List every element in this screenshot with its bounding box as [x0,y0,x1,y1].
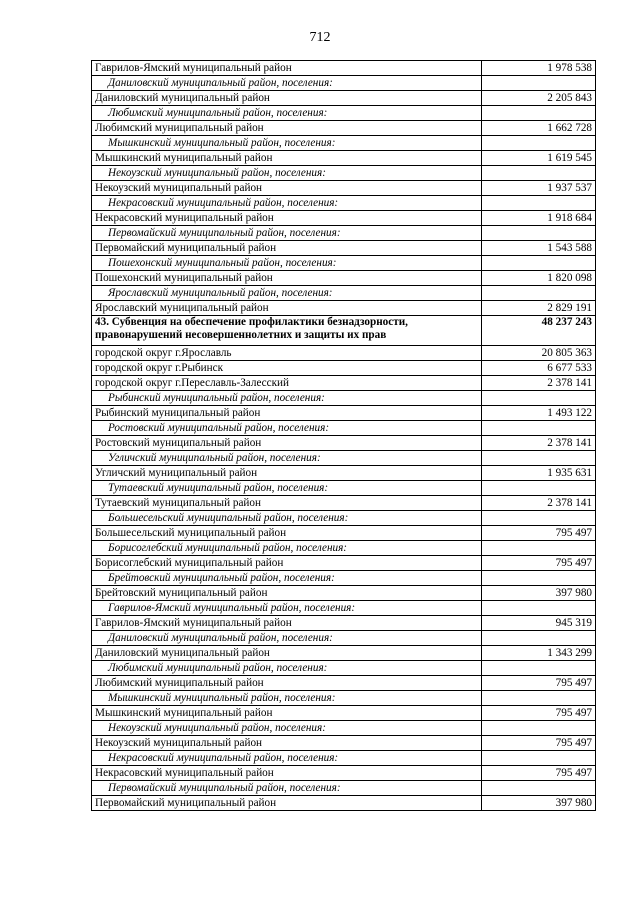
row-amount-cell [482,421,596,436]
row-name-cell: Пошехонский муниципальный район, поселения: [92,256,482,271]
settlements-subheading-row [92,541,596,556]
row-amount-cell: 1 935 631 [482,466,596,481]
row-name-cell: Мышкинский муниципальный район, поселения: [92,136,482,151]
settlements-subheading-row [92,166,596,181]
settlements-subheading-row [92,226,596,241]
row-amount-cell [482,781,596,796]
row-amount-cell: 1 493 122 [482,406,596,421]
row-amount-cell: 1 543 588 [482,241,596,256]
row-name-cell: Любимский муниципальный район [92,121,482,136]
row-name-cell: Тутаевский муниципальный район, поселения: [92,481,482,496]
table-row [92,61,596,76]
row-name-cell: Гаврилов-Ямский муниципальный район, поселения: [92,601,482,616]
row-amount-cell [482,481,596,496]
settlements-subheading-row [92,661,596,676]
table-row [92,376,596,391]
settlements-subheading-row [92,721,596,736]
row-amount-cell [482,136,596,151]
settlements-subheading-row [92,136,596,151]
row-name-cell: Большесельский муниципальный район [92,526,482,541]
row-amount-cell [482,751,596,766]
row-name-cell: Рыбинский муниципальный район, поселения: [92,391,482,406]
table-row [92,406,596,421]
table-row [92,526,596,541]
row-name-cell: Мышкинский муниципальный район [92,706,482,721]
row-name-cell: 43. Субвенция на обеспечение профилактики безнадзорности, правонарушений несовершеннолетних и защиты их прав [92,316,482,346]
table-row [92,616,596,631]
row-name-cell: Мышкинский муниципальный район [92,151,482,166]
settlements-subheading-row [92,256,596,271]
row-name-cell: Рыбинский муниципальный район [92,406,482,421]
row-amount-cell: 2 378 141 [482,496,596,511]
row-name-cell: Даниловский муниципальный район [92,646,482,661]
row-name-cell: Брейтовский муниципальный район [92,586,482,601]
row-amount-cell: 2 205 843 [482,91,596,106]
row-amount-cell [482,196,596,211]
row-amount-cell: 1 619 545 [482,151,596,166]
settlements-subheading-row [92,451,596,466]
table-row [92,436,596,451]
row-name-cell: Ярославский муниципальный район [92,301,482,316]
row-name-cell: городской округ г.Переславль-Залесский [92,376,482,391]
row-name-cell: Даниловский муниципальный район, поселения: [92,631,482,646]
row-amount-cell [482,166,596,181]
table-row [92,796,596,811]
row-name-cell: Даниловский муниципальный район [92,91,482,106]
table-row [92,151,596,166]
row-name-cell: Некоузский муниципальный район, поселения: [92,166,482,181]
row-amount-cell [482,601,596,616]
row-name-cell: Любимский муниципальный район [92,676,482,691]
row-name-cell: Брейтовский муниципальный район, поселения: [92,571,482,586]
row-amount-cell: 795 497 [482,556,596,571]
table-row [92,241,596,256]
row-name-cell: Мышкинский муниципальный район, поселения: [92,691,482,706]
row-amount-cell: 2 378 141 [482,376,596,391]
row-amount-cell: 397 980 [482,586,596,601]
row-amount-cell [482,256,596,271]
settlements-subheading-row [92,691,596,706]
row-amount-cell: 1 820 098 [482,271,596,286]
settlements-subheading-row [92,511,596,526]
section-heading-row [92,316,596,346]
row-amount-cell: 795 497 [482,676,596,691]
row-name-cell: Некрасовский муниципальный район [92,211,482,226]
table-row [92,706,596,721]
row-amount-cell [482,226,596,241]
row-name-cell: Пошехонский муниципальный район [92,271,482,286]
table-row [92,646,596,661]
row-amount-cell [482,691,596,706]
table-row [92,91,596,106]
row-amount-cell: 2 378 141 [482,436,596,451]
row-name-cell: Гаврилов-Ямский муниципальный район [92,61,482,76]
table-row [92,676,596,691]
row-name-cell: Некоузский муниципальный район [92,181,482,196]
row-amount-cell [482,631,596,646]
row-name-cell: Угличский муниципальный район, поселения: [92,451,482,466]
settlements-subheading-row [92,391,596,406]
row-name-cell: Борисоглебский муниципальный район [92,556,482,571]
row-amount-cell [482,511,596,526]
row-name-cell: Некрасовский муниципальный район [92,766,482,781]
row-name-cell: Большесельский муниципальный район, поселения: [92,511,482,526]
table-body [92,61,596,811]
row-name-cell: Борисоглебский муниципальный район, поселения: [92,541,482,556]
table-row [92,361,596,376]
row-amount-cell: 1 978 538 [482,61,596,76]
row-name-cell: Некрасовский муниципальный район, поселения: [92,751,482,766]
settlements-subheading-row [92,196,596,211]
page-number: 712 [309,30,331,45]
row-amount-cell [482,571,596,586]
row-name-cell: Ярославский муниципальный район, поселения: [92,286,482,301]
settlements-subheading-row [92,781,596,796]
row-name-cell: Любимский муниципальный район, поселения: [92,106,482,121]
table-row [92,586,596,601]
table-row [92,466,596,481]
row-amount-cell: 397 980 [482,796,596,811]
row-name-cell: Любимский муниципальный район, поселения: [92,661,482,676]
budget-table [91,60,596,811]
row-amount-cell [482,286,596,301]
row-amount-cell: 1 937 537 [482,181,596,196]
row-name-cell: Тутаевский муниципальный район [92,496,482,511]
row-amount-cell: 795 497 [482,736,596,751]
row-name-cell: Некрасовский муниципальный район, поселения: [92,196,482,211]
table-row [92,121,596,136]
row-amount-cell: 795 497 [482,526,596,541]
table-row [92,211,596,226]
row-name-cell: Первомайский муниципальный район, поселения: [92,781,482,796]
row-name-cell: Первомайский муниципальный район [92,796,482,811]
row-name-cell: Некоузский муниципальный район, поселения: [92,721,482,736]
settlements-subheading-row [92,631,596,646]
settlements-subheading-row [92,751,596,766]
row-name-cell: Угличский муниципальный район [92,466,482,481]
table-row [92,346,596,361]
row-amount-cell [482,391,596,406]
settlements-subheading-row [92,286,596,301]
row-amount-cell: 2 829 191 [482,301,596,316]
table-row [92,736,596,751]
table-row [92,181,596,196]
row-amount-cell: 795 497 [482,766,596,781]
row-amount-cell: 48 237 243 [482,316,596,346]
table-row [92,556,596,571]
table-row [92,766,596,781]
row-name-cell: Первомайский муниципальный район [92,241,482,256]
row-name-cell: городской округ г.Ярославль [92,346,482,361]
row-amount-cell [482,106,596,121]
row-name-cell: Гаврилов-Ямский муниципальный район [92,616,482,631]
row-amount-cell: 6 677 533 [482,361,596,376]
settlements-subheading-row [92,571,596,586]
row-amount-cell: 795 497 [482,706,596,721]
row-amount-cell: 1 662 728 [482,121,596,136]
row-amount-cell [482,451,596,466]
row-amount-cell [482,541,596,556]
row-amount-cell: 1 343 299 [482,646,596,661]
table-row [92,301,596,316]
row-name-cell: Первомайский муниципальный район, поселения: [92,226,482,241]
row-amount-cell [482,76,596,91]
row-name-cell: Даниловский муниципальный район, поселения: [92,76,482,91]
row-amount-cell: 20 805 363 [482,346,596,361]
settlements-subheading-row [92,481,596,496]
row-name-cell: Ростовский муниципальный район, поселения: [92,421,482,436]
settlements-subheading-row [92,106,596,121]
row-name-cell: Ростовский муниципальный район [92,436,482,451]
row-amount-cell: 1 918 684 [482,211,596,226]
table-row [92,496,596,511]
row-name-cell: Некоузский муниципальный район [92,736,482,751]
settlements-subheading-row [92,421,596,436]
settlements-subheading-row [92,601,596,616]
settlements-subheading-row [92,76,596,91]
row-amount-cell: 945 319 [482,616,596,631]
row-amount-cell [482,661,596,676]
row-amount-cell [482,721,596,736]
row-name-cell: городской округ г.Рыбинск [92,361,482,376]
table-row [92,271,596,286]
